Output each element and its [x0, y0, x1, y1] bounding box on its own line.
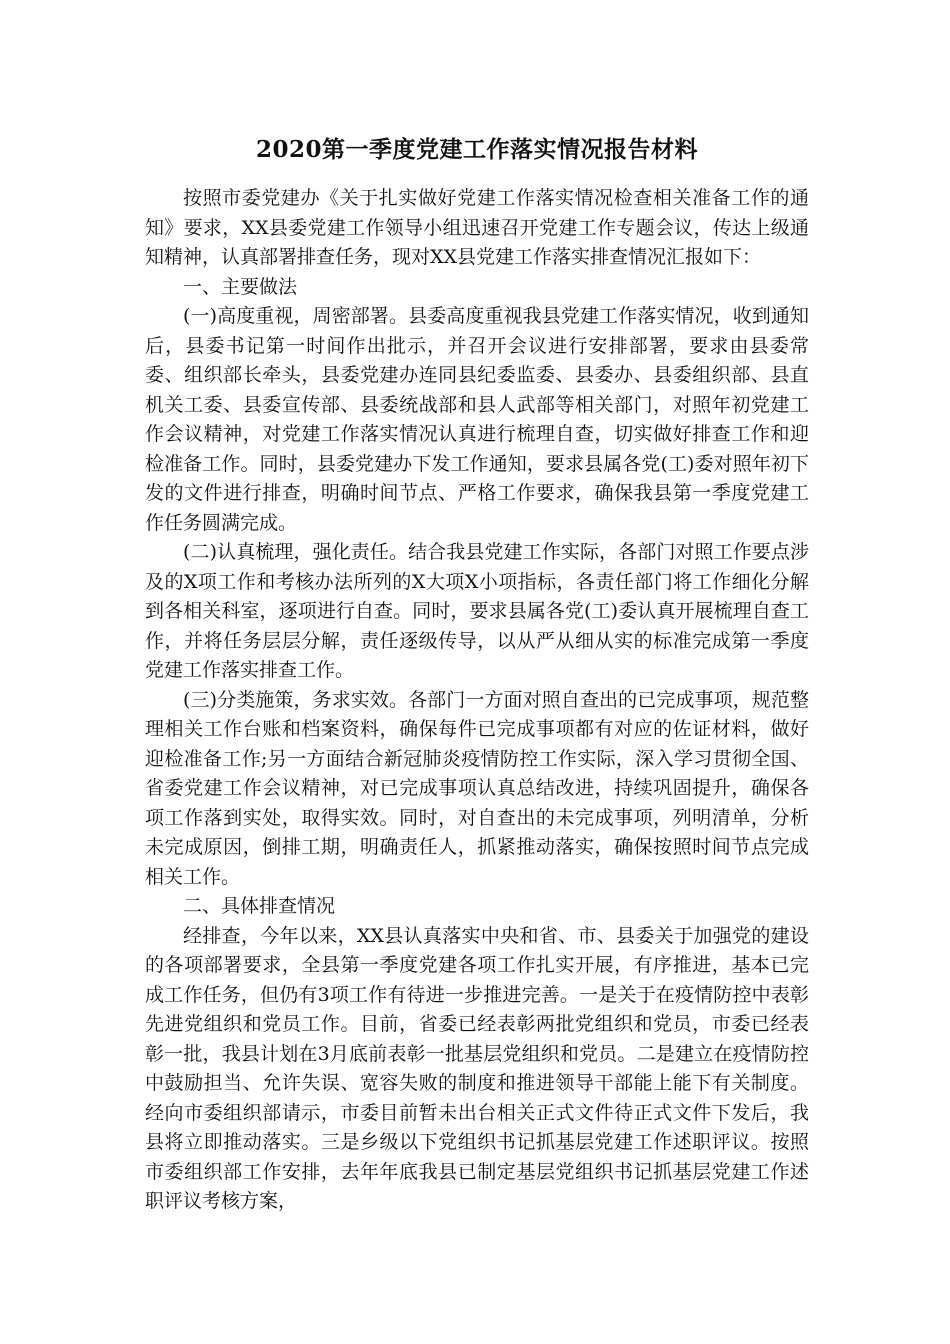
document-title: 2020第一季度党建工作落实情况报告材料	[255, 136, 698, 163]
paragraph-classified-measures: (三)分类施策，务求实效。各部门一方面对照自查出的已完成事项，规范整理相关工作台账和档案资料，确保每件已完成事项都有对应的佐证材料，做好迎检准备工作;另一方面结合新冠肺炎疫情防控工作实际，深入学习贯彻全国、省委党建工作会议精神，对已完成事项认真总结改进，持续巩固提升，确保各项工作落到实处，取得实效。同时，对自查出的未完成事项，列明清单，分析未完成原因，倒排工期，明确责任人，抓紧推动落实，确保按照时间节点完成相关工作。	[145, 688, 809, 888]
paragraph-high-attention: (一)高度重视，周密部署。县委高度重视我县党建工作落实情况，收到通知后，县委书记第一时间作出批示，并召开会议进行安排部署，要求由县委常委、组织部长牵头，县委党建办连同县纪委监委、县委办、县委组织部、县直机关工委、县委宣传部、县委统战部和县人武部等相关部门，对照年初党建工作会议精神，对党建工作落实情况认真进行梳理自查，切实做好排查工作和迎检准备工作。同时，县委党建办下发工作通知，要求县属各党(工)委对照年初下发的文件进行排查，明确时间节点、严格工作要求，确保我县第一季度党建工作任务圆满完成。	[145, 305, 809, 534]
document-body	[145, 128, 809, 1217]
section-heading-main-practices: 一、主要做法	[183, 275, 298, 298]
intro-paragraph: 按照市委党建办《关于扎实做好党建工作落实情况检查相关准备工作的通知》要求，XX县委党建工作领导小组迅速召开党建工作专题会议，传达上级通知精神，认真部署排查任务，现对XX县党建工作落实排查情况汇报如下：	[145, 187, 809, 268]
paragraph-careful-review: (二)认真梳理，强化责任。结合我县党建工作实际，各部门对照工作要点涉及的X项工作和考核办法所列的X大项X小项指标，各责任部门将工作细化分解到各相关科室，逐项进行自查。同时，要求县属各党(工)委认真开展梳理自查工作，并将任务层层分解，责任逐级传导，以从严从细从实的标准完成第一季度党建工作落实排查工作。	[145, 541, 809, 681]
paragraph-inspection-results: 经排查，今年以来，XX县认真落实中央和省、市、县委关于加强党的建设的各项部署要求，全县第一季度党建各项工作扎实开展，有序推进，基本已完成工作任务，但仍有3项工作有待进一步推进完善。一是关于在疫情防控中表彰先进党组织和党员工作。目前，省委已经表彰两批党组织和党员，市委已经表彰一批，我县计划在3月底前表彰一批基层党组织和党员。二是建立在疫情防控中鼓励担当、允许失误、宽容失败的制度和推进领导干部能上能下有关制度。经向市委组织部请示，市委目前暂未出台相关正式文件待正式文件下发后，我县将立即推动落实。三是乡级以下党组织书记抓基层党建工作述职评议。按照市委组织部工作安排，去年年底我县已制定基层党组织书记抓基层党建工作述职评议考核方案，	[145, 924, 809, 1212]
section-heading-inspection-details: 二、具体排查情况	[183, 895, 336, 917]
